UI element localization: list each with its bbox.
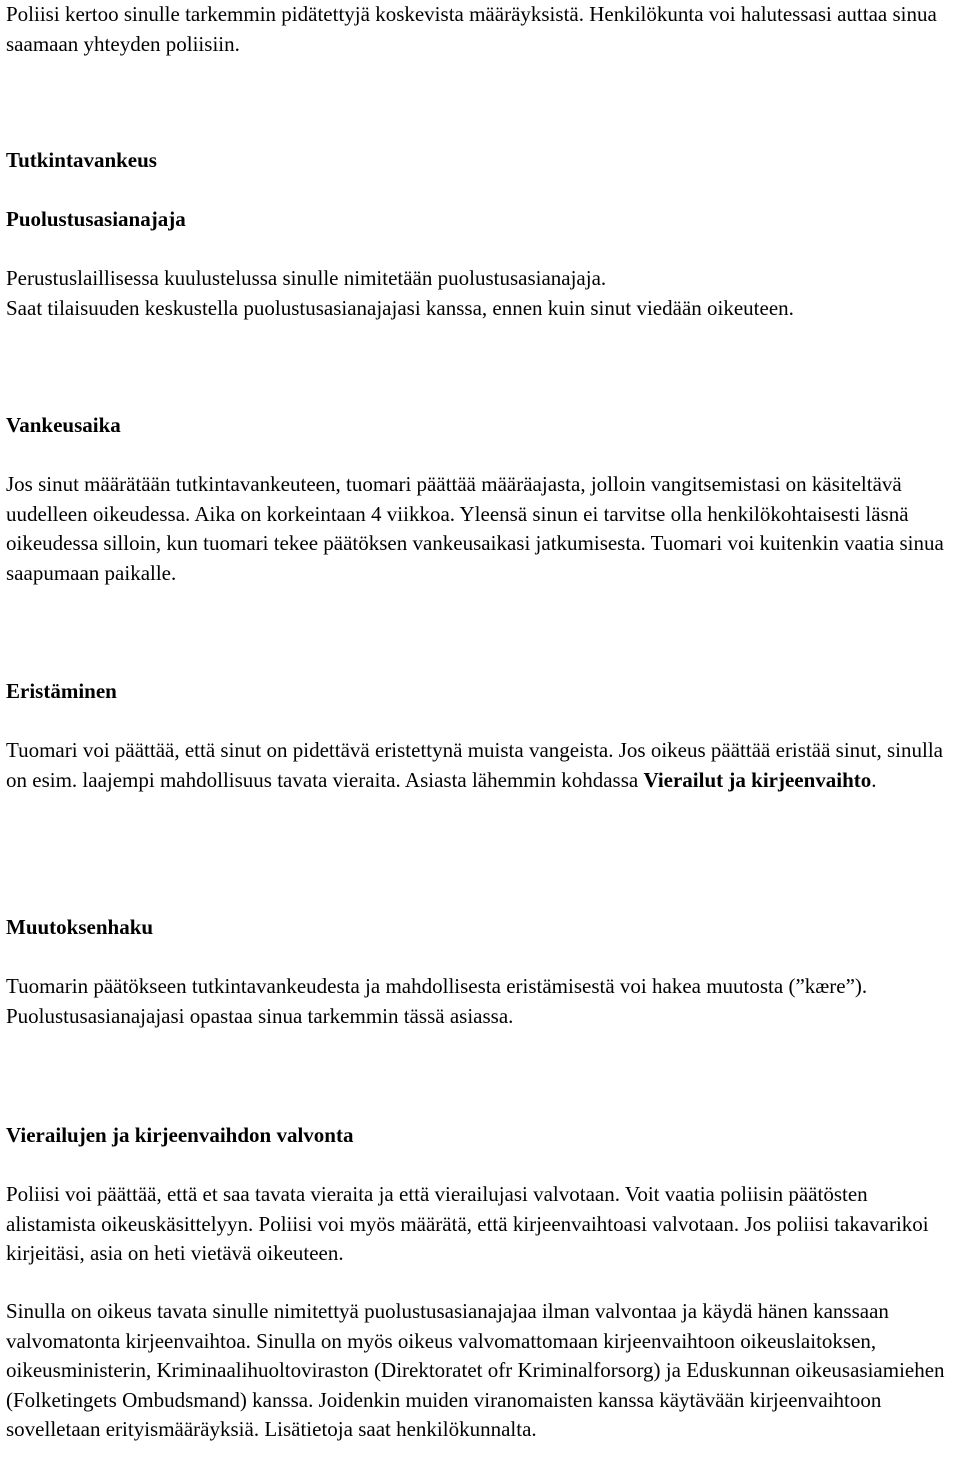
heading-valvonta: Vierailujen ja kirjeenvaihdon valvonta bbox=[6, 1123, 354, 1147]
muutoksenhaku-paragraph: Tuomarin päätökseen tutkintavankeudesta ja mahdollisesta eristämisestä voi hakea muutosta (”kære”). Puolustusasianajajasi opastaa sinua tarkemmin tässä asiassa. bbox=[6, 974, 868, 1028]
vankeusaika-paragraph: Jos sinut määrätään tutkintavankeuteen, tuomari päättää määräajasta, jolloin vangitsemistasi on käsiteltävä uudelleen oikeudessa. Aika on korkeintaan 4 viikkoa. Yleensä sinun ei tarvitse olla henkilökohtaisesti läsnä oikeudessa silloin, kun tuomari tekee päätöksen vankeusaikasi jatkumisesta. Tuomari voi kuitenkin vaatia sinua saapumaan paikalle. bbox=[6, 472, 944, 585]
eristaminen-end: . bbox=[871, 767, 877, 792]
eristaminen-paragraph bbox=[6, 736, 958, 795]
vierailut-reference: Vierailut ja kirjeenvaihto bbox=[643, 767, 872, 792]
heading-muutoksenhaku: Muutoksenhaku bbox=[6, 915, 154, 939]
heading-tutkintavankeus: Tutkintavankeus bbox=[6, 148, 157, 172]
puolustusasianajaja-line-2: Saat tilaisuuden keskustella puolustusasianajajasi kanssa, ennen kuin sinut viedään oikeuteen. bbox=[6, 296, 794, 320]
heading-vankeusaika: Vankeusaika bbox=[6, 413, 121, 437]
intro-paragraph: Poliisi kertoo sinulle tarkemmin pidätettyjä koskevista määräyksistä. Henkilökunta voi halutessasi auttaa sinua saamaan yhteyden poliisiin. bbox=[6, 2, 937, 56]
valvonta-paragraph-1: Poliisi voi päättää, että et saa tavata vieraita ja että vierailujasi valvotaan. Voit vaatia poliisin päätösten alistamista oikeuskäsittelyyn. Poliisi voi myös määrätä, että kirjeenvaihtoasi valvotaan. Jos poliisi takavarikoi kirjeitäsi, asia on heti vietävä oikeuteen. bbox=[6, 1182, 929, 1265]
puolustusasianajaja-line-1: Perustuslaillisessa kuulustelussa sinulle nimitetään puolustusasianajaja. bbox=[6, 266, 607, 290]
eristaminen-text: Tuomari voi päättää, että sinut on pidettävä eristettynä muista vangeista. Jos oikeus päättää eristää sinut, sinulla on esim. laajempi mahdollisuus tavata vieraita. Asiasta lähemmin kohdassa bbox=[6, 738, 944, 792]
valvonta-paragraph-2: Sinulla on oikeus tavata sinulle nimitettyä puolustusasianajajaa ilman valvontaa ja käydä hänen kanssaan valvomatonta kirjeenvaihtoa. Sinulla on myös oikeus valvomattomaan kirjeenvaihtoon oikeuslaitoksen, oikeusministerin, Kriminaalihuoltoviraston (Direktoratet ofr Kriminalforsorg) ja Eduskunnan oikeusasiamiehen (Folketingets Ombudsmand) kanssa. Joidenkin muiden viranomaisten kanssa käytävään kirjeenvaihtoon sovelletaan erityismääräyksiä. Lisätietoja saat henkilökunnalta. bbox=[6, 1299, 945, 1441]
heading-eristaminen: Eristäminen bbox=[6, 679, 117, 703]
heading-puolustusasianajaja: Puolustusasianajaja bbox=[6, 207, 186, 231]
